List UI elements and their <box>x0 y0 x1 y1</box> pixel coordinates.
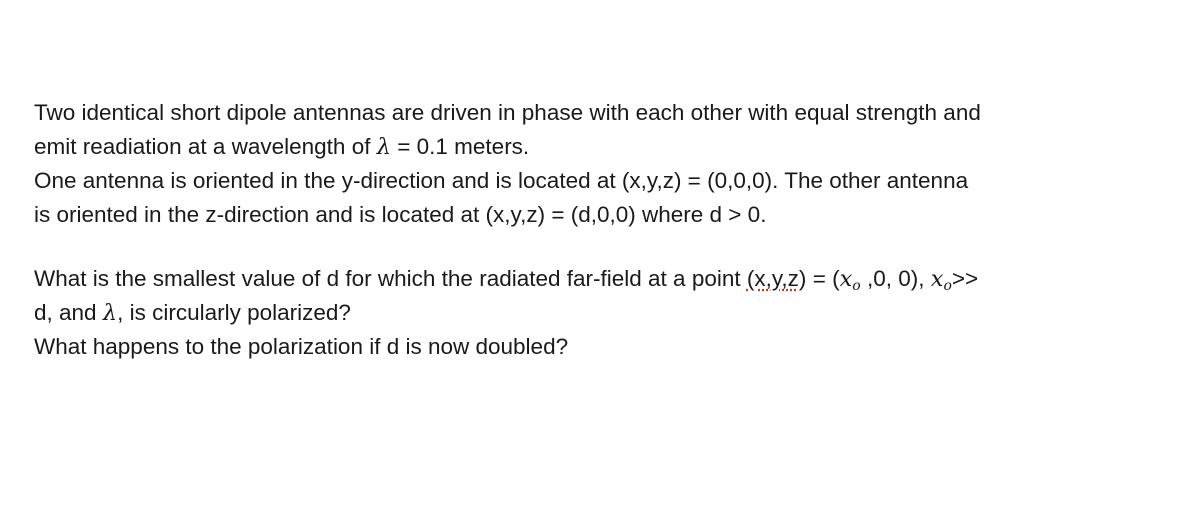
text-fragment: What is the smallest value of d for which the radiated far-field at a point <box>34 266 747 291</box>
x-symbol: x <box>839 266 853 292</box>
lambda-symbol: λ <box>102 300 118 326</box>
text-line: One antenna is oriented in the y-direction and is located at (x,y,z) = (0,0,0). The other antenna <box>34 168 969 193</box>
text-line <box>34 262 1184 296</box>
text-fragment: ,0, 0), <box>860 266 931 291</box>
text-line <box>34 296 1184 330</box>
text-fragment: = ( <box>806 266 840 291</box>
x-subscript: o <box>943 278 952 294</box>
xyz-term: (x,y,z) <box>746 266 807 291</box>
paragraph-gap <box>34 232 1184 262</box>
text-fragment: emit readiation at a wavelength of <box>34 134 377 159</box>
x-symbol: x <box>930 266 944 292</box>
text-fragment: , is circularly polarized? <box>117 300 351 325</box>
text-line <box>34 130 1184 164</box>
x-subscript: o <box>852 278 861 294</box>
text-fragment: >> <box>951 266 979 291</box>
text-line: is oriented in the z-direction and is located at (x,y,z) = (d,0,0) where d > 0. <box>34 202 767 227</box>
text-line: What happens to the polarization if d is now doubled? <box>34 334 569 359</box>
text-fragment: d, and <box>34 300 103 325</box>
lambda-symbol: λ <box>376 134 391 160</box>
text-line: Two identical short dipole antennas are driven in phase with each other with equal strength and <box>34 100 981 125</box>
text-fragment: = 0.1 meters. <box>397 134 530 159</box>
problem-statement <box>34 96 1184 364</box>
